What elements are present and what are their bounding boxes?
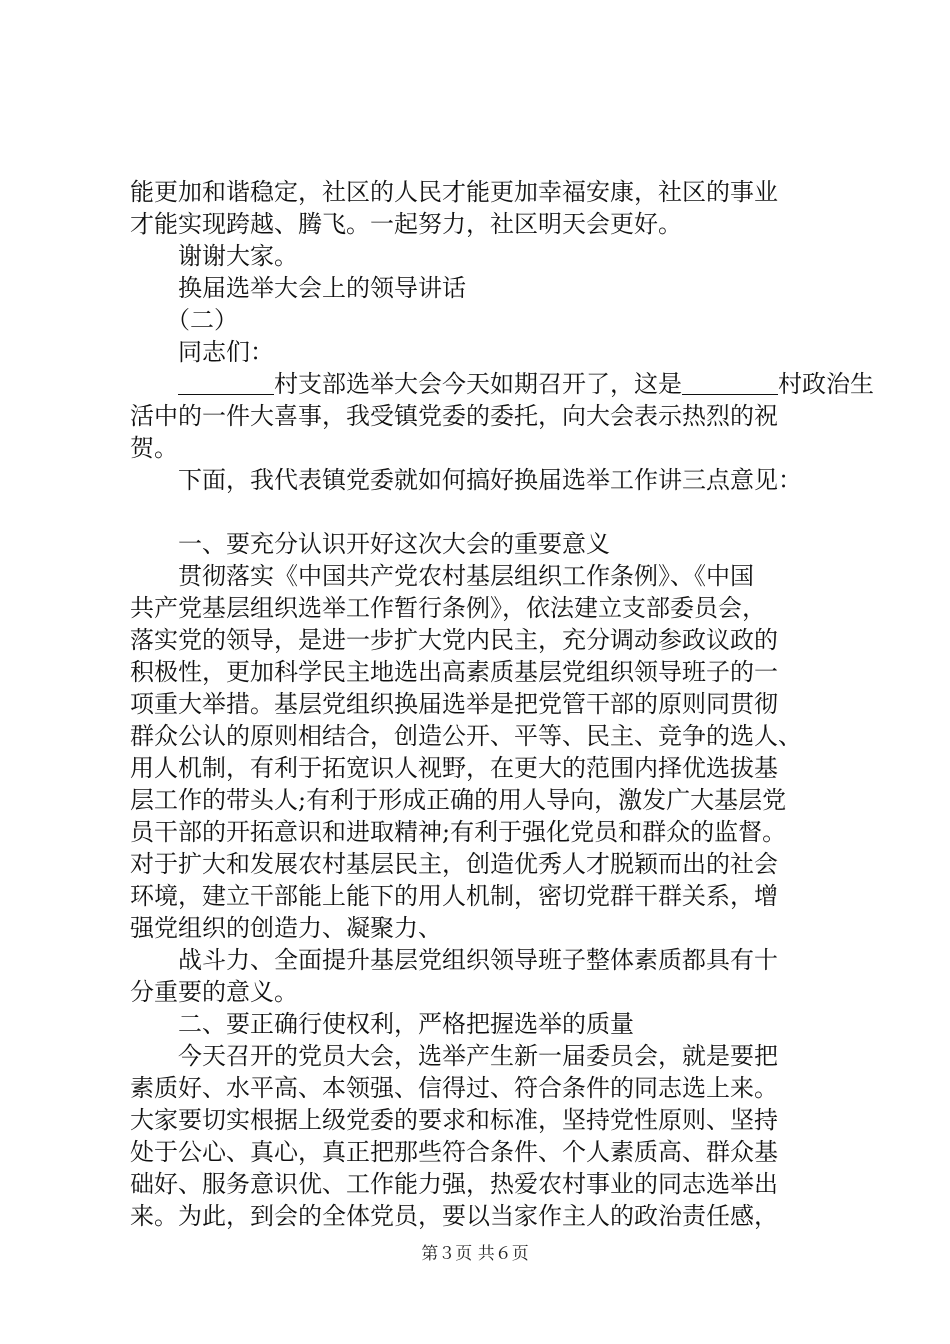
text-line: 对于扩大和发展农村基层民主，创造优秀人才脱颖而出的社会	[130, 850, 778, 878]
section-title: 换届选举大会上的领导讲话	[130, 274, 466, 302]
text-line: 大家要切实根据上级党委的要求和标准，坚持党性原则、坚持	[130, 1106, 778, 1134]
paragraph-gap	[130, 496, 850, 528]
text-line: 战斗力、全面提升基层党组织领导班子整体素质都具有十	[130, 946, 778, 974]
text-line: 能更加和谐稳定，社区的人民才能更加幸福安康，社区的事业	[130, 178, 778, 206]
text-line: 今天召开的党员大会，选举产生新一届委员会，就是要把	[130, 1042, 778, 1070]
text-line: 处于公心、真心，真正把那些符合条件、个人素质高、群众基	[130, 1138, 778, 1166]
text-line: 共产党基层组织选举工作暂行条例》，依法建立支部委员会，	[130, 594, 766, 622]
document-body	[130, 176, 874, 1232]
page-number: 第３页 共６页	[421, 1244, 529, 1264]
text-line: 来。为此，到会的全体党员，要以当家作主人的政治责任感，	[130, 1202, 778, 1230]
text-line: 素质好、水平高、本领强、信得过、符合条件的同志选上来。	[130, 1074, 778, 1102]
text-line: 础好、服务意识优、工作能力强，热爱农村事业的同志选举出	[130, 1170, 778, 1198]
text-line: 积极性，更加科学民主地选出高素质基层党组织领导班子的一	[130, 658, 778, 686]
text-line: 贺。	[130, 434, 178, 462]
text-line: 才能实现跨越、腾飞。一起努力，社区明天会更好。	[130, 210, 682, 238]
section-number: （二）	[130, 306, 238, 334]
text-line: 谢谢大家。	[130, 242, 298, 270]
text-line: 员干部的开拓意识和进取精神;有利于强化党员和群众的监督。	[130, 818, 787, 846]
text-line: 活中的一件大喜事，我受镇党委的委托，向大会表示热烈的祝	[130, 402, 778, 430]
text-line: 落实党的领导，是进一步扩大党内民主，充分调动参政议政的	[130, 626, 778, 654]
text-line: 层工作的带头人;有利于形成正确的用人导向，激发广大基层党	[130, 786, 787, 814]
text-line: 项重大举措。基层党组织换届选举是把党管干部的原则同贯彻	[130, 690, 778, 718]
text-line: ＿＿＿＿村支部选举大会今天如期召开了，这是＿＿＿＿村政治生	[130, 370, 874, 398]
heading-two: 二、要正确行使权利，严格把握选举的质量	[130, 1010, 634, 1038]
text-line: 强党组织的创造力、凝聚力、	[130, 914, 442, 942]
text-line: 用人机制，有利于拓宽识人视野，在更大的范围内择优选拔基	[130, 754, 778, 782]
text-line: 环境，建立干部能上能下的用人机制，密切党群干群关系，增	[130, 882, 778, 910]
text-line: 贯彻落实《中国共产党农村基层组织工作条例》、《中国	[130, 562, 754, 590]
heading-one: 一、要充分认识开好这次大会的重要意义	[130, 530, 610, 558]
salutation: 同志们：	[130, 338, 274, 366]
page-footer	[0, 1244, 950, 1264]
text-line: 群众公认的原则相结合，创造公开、平等、民主、竞争的选人、	[130, 722, 802, 750]
text-line: 下面，我代表镇党委就如何搞好换届选举工作讲三点意见：	[130, 466, 802, 494]
text-line: 分重要的意义。	[130, 978, 298, 1006]
